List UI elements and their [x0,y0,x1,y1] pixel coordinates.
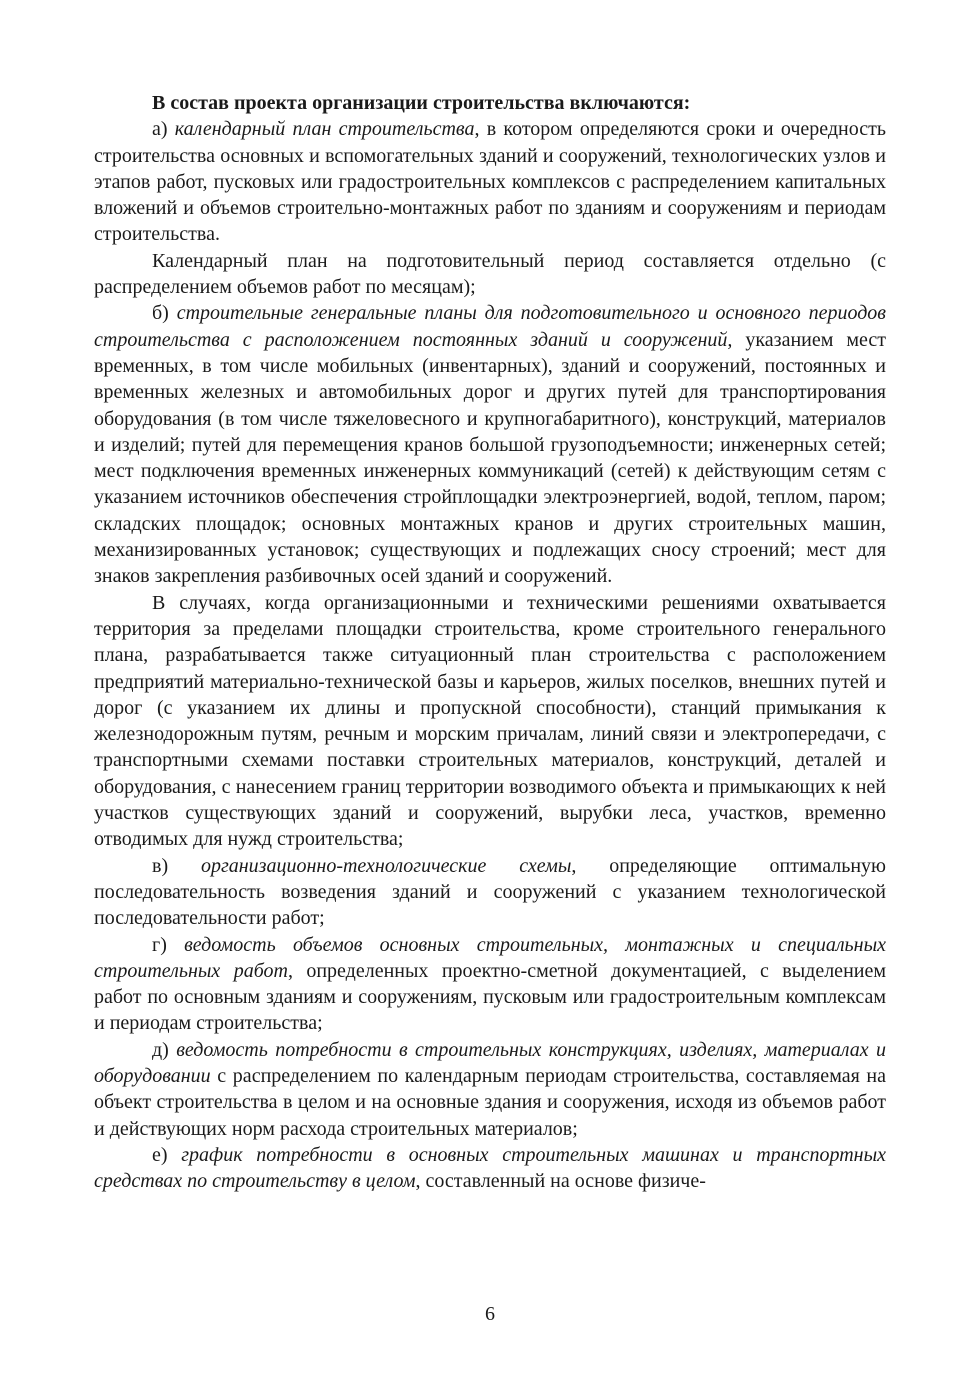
document-page [94,90,886,1194]
paragraph-v [94,853,886,932]
list-marker: г) [152,933,185,956]
list-marker: а) [152,118,175,141]
paragraph-text: , в котором определяются сроки и очередность строительства основных и вспомогательных зданий и сооружений, технологических узлов и этапов работ, пусковых или градостроительных комплексов с распределением капитальных вложений и объемов строительно-монтажных работ по зданиям и сооружениям и периодам строительства. [94,118,886,246]
paragraph-b [94,300,886,589]
paragraph-text: , определенных проектно-сметной документацией, с выделением работ по основным зданиям и сооружениям, пусковым или градостроительным комплексам и периодам строительства; [94,959,887,1035]
paragraph-text: , составленный на основе физиче- [415,1170,706,1193]
italic-term: график потребности в основных строительных машинах и транспортных средствах по строительству в целом [94,1143,886,1193]
italic-term: ведомость потребности в строительных конструкциях, изделиях, материалах и оборудовании [94,1038,886,1087]
list-marker: д) [152,1038,177,1061]
paragraph-d [94,1037,886,1142]
paragraph-text: указанием мест временных, в том числе мобильных (инвентарных), зданий и сооружений, постоянных и временных железных и автомобильных дорог и других путей для транспортирования оборудования (в том числе тяжеловесного и крупногабаритного), конструкций, материалов и изделий; путей для перемещения кранов большой грузоподъемности; инженерных сетей; мест подключения временных инженерных коммуникаций (сетей) к действующим сетям с указанием источников обеспечения стройплощадки электроэнергией, водой, теплом, паром; складских площадок; основных монтажных кранов и других строительных машин, механизированных установок; существующих и подлежащих сносу строений; мест для знаков закрепления разбивочных осей зданий и сооружений. [94,328,886,588]
italic-term: ведомость объемов основных строительных, монтажных и специальных строительных работ [94,933,886,982]
paragraph-e [94,1142,886,1195]
list-marker: в) [152,854,201,877]
italic-term: календарный план строительства [174,118,475,141]
page-number: 6 [485,1303,495,1325]
paragraph-calendar-note [94,248,886,301]
paragraph-text: Календарный план на подготовительный период составляется отдельно (с распределением объемов работ по месяцам); [94,249,886,299]
list-marker: б) [152,302,177,325]
paragraph-text: В случаях, когда организационными и техническими решениями охватывается территория за пределами площадки строительства, кроме строительного генерального плана, разрабатывается также ситуационный план строительства с расположением предприятий материально-технической базы и карьеров, жилых поселков, внешних путей и дорог (с указанием их длины и пропускной способности), станций примыкания к железнодорожным путям, речным и морским причалам, линий связи и электропередачи, с транспортными схемами поставки строительных материалов, конструкций, деталей и оборудования, с нанесением границ территории возводимого объекта и примыкающих к ней участков существующих зданий и сооружений, вырубки леса, участков, временно отводимых для нужд строительства; [94,591,886,851]
list-marker: е) [152,1143,182,1166]
italic-term: организационно-технологические схемы [200,854,572,877]
paragraph-situational-plan [94,590,886,853]
section-heading: В состав проекта организации строительства включаются: [152,92,691,114]
paragraph-g [94,932,886,1037]
paragraph-text: , определяющие оптимальную последовательность возведения зданий и сооружений с указанием технологической последовательности работ; [94,854,886,930]
paragraph-a [94,116,886,247]
italic-term: строительные генеральные планы для подготовительного и основного периодов строительства с расположением постоянных зданий и сооружений, [94,302,886,351]
paragraph-text: с распределением по календарным периодам строительства, составляемая на объект строительства в целом и на основные здания и сооружения, исходя из объемов работ и действующих норм расхода строительных материалов; [94,1064,886,1140]
